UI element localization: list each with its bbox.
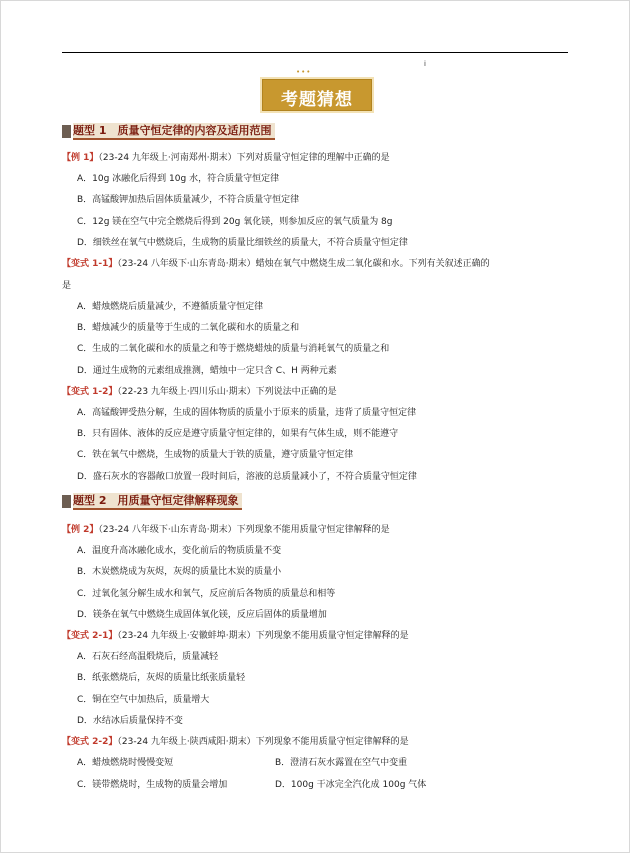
option-a: A．10g 冰融化后得到 10g 水，符合质量守恒定律 <box>77 174 280 184</box>
page-title: 考题猜想 <box>281 90 353 110</box>
variant-1-2-stem <box>62 386 337 399</box>
option-c: C．铁在氧气中燃烧，生成物的质量大于铁的质量，遵守质量守恒定律 <box>77 450 354 460</box>
option-b: B．木炭燃烧成为灰烬，灰烬的质量比木炭的质量小 <box>77 567 282 577</box>
option-b: B．蜡烛减少的质量等于生成的二氧化碳和水的质量之和 <box>77 323 300 333</box>
option-c: C．生成的二氧化碳和水的质量之和等于燃烧蜡烛的质量与消耗氧气的质量之和 <box>77 344 390 354</box>
variant-1-1-stem-cont: 是 <box>62 281 72 291</box>
option-b: B．纸张燃烧后，灰烬的质量比纸张质量轻 <box>77 673 246 683</box>
question-text: （23-24 九年级上·河南郑州·期末）下列对质量守恒定律的理解中正确的是 <box>98 153 390 163</box>
question-text: （23-24 九年级上·安徽蚌埠·期末）下列现象不能用质量守恒定律解释的是 <box>117 631 409 641</box>
example-2-stem <box>62 524 390 537</box>
option-a: A．蜡烛燃烧时慢慢变短 <box>77 758 174 768</box>
option-a: A．蜡烛燃烧后质量减少，不遵循质量守恒定律 <box>77 302 264 312</box>
question-text: （22-23 九年级上·四川乐山·期末）下列说法中正确的是 <box>117 387 337 397</box>
option-d: D．水结冰后质量保持不变 <box>77 716 183 726</box>
option-a: A．石灰石经高温煅烧后，质量减轻 <box>77 652 219 662</box>
option-d: D．细铁丝在氧气中燃烧后，生成物的质量比细铁丝的质量大，不符合质量守恒定律 <box>77 238 408 248</box>
variant-2-1-stem <box>62 630 409 643</box>
question-text: （23-24 九年级上·陕西咸阳·期末）下列现象不能用质量守恒定律解释的是 <box>117 737 409 747</box>
option-d: D．100g 干冰完全汽化成 100g 气体 <box>275 780 427 790</box>
title-badge <box>262 79 372 111</box>
question-tag: 【变式 1-1】 <box>62 259 118 269</box>
option-c: C．过氧化氢分解生成水和氧气，反应前后各物质的质量总和相等 <box>77 589 336 599</box>
section-marker <box>62 125 71 138</box>
question-text: （23-24 八年级下·山东青岛·期末）下列现象不能用质量守恒定律解释的是 <box>98 525 390 535</box>
question-tag: 【变式 2-2】 <box>62 737 118 747</box>
option-d: D．镁条在氧气中燃烧生成固体氧化镁，反应后固体的质量增加 <box>77 610 327 620</box>
section-heading-2 <box>62 493 242 510</box>
question-text: （23-24 八年级下·山东青岛·期末）蜡烛在氧气中燃烧生成二氧化碳和水。下列有关叙述正确的 <box>117 259 490 269</box>
option-d: D．通过生成物的元素组成推测，蜡烛中一定只含 C、H 两种元素 <box>77 366 337 376</box>
option-a: A．高锰酸钾受热分解，生成的固体物质的质量小于原来的质量，违背了质量守恒定律 <box>77 408 417 418</box>
option-c: C．镁带燃烧时，生成物的质量会增加 <box>77 780 228 790</box>
example-1-stem <box>62 152 390 165</box>
variant-2-2-stem <box>62 736 409 749</box>
option-d: D．盛石灰水的容器敞口放置一段时间后，溶液的总质量减小了，不符合质量守恒定律 <box>77 472 417 482</box>
section-title-1: 题型 1 质量守恒定律的内容及适用范围 <box>73 123 275 140</box>
section-heading-1 <box>62 123 275 140</box>
question-tag: 【变式 2-1】 <box>62 631 118 641</box>
option-c: C．铜在空气中加热后，质量增大 <box>77 695 210 705</box>
option-c: C．12g 镁在空气中完全燃烧后得到 20g 氧化镁，则参加反应的氧气质量为 8g <box>77 217 393 227</box>
option-b: B．澄清石灰水露置在空气中变重 <box>275 758 408 768</box>
option-b: B．只有固体、液体的反应是遵守质量守恒定律的，如果有气体生成，则不能遵守 <box>77 429 399 439</box>
section-marker <box>62 495 71 508</box>
title-dots: ••• <box>296 68 312 76</box>
variant-1-1-stem <box>62 258 490 271</box>
question-tag: 【变式 1-2】 <box>62 387 118 397</box>
question-tag: 【例 2】 <box>62 525 99 535</box>
header-mark: i <box>424 60 426 68</box>
section-title-2: 题型 2 用质量守恒定律解释现象 <box>73 493 242 510</box>
question-tag: 【例 1】 <box>62 153 99 163</box>
header-rule <box>62 52 568 53</box>
option-a: A．温度升高冰融化成水，变化前后的物质质量不变 <box>77 546 282 556</box>
option-b: B．高锰酸钾加热后固体质量减少，不符合质量守恒定律 <box>77 195 300 205</box>
